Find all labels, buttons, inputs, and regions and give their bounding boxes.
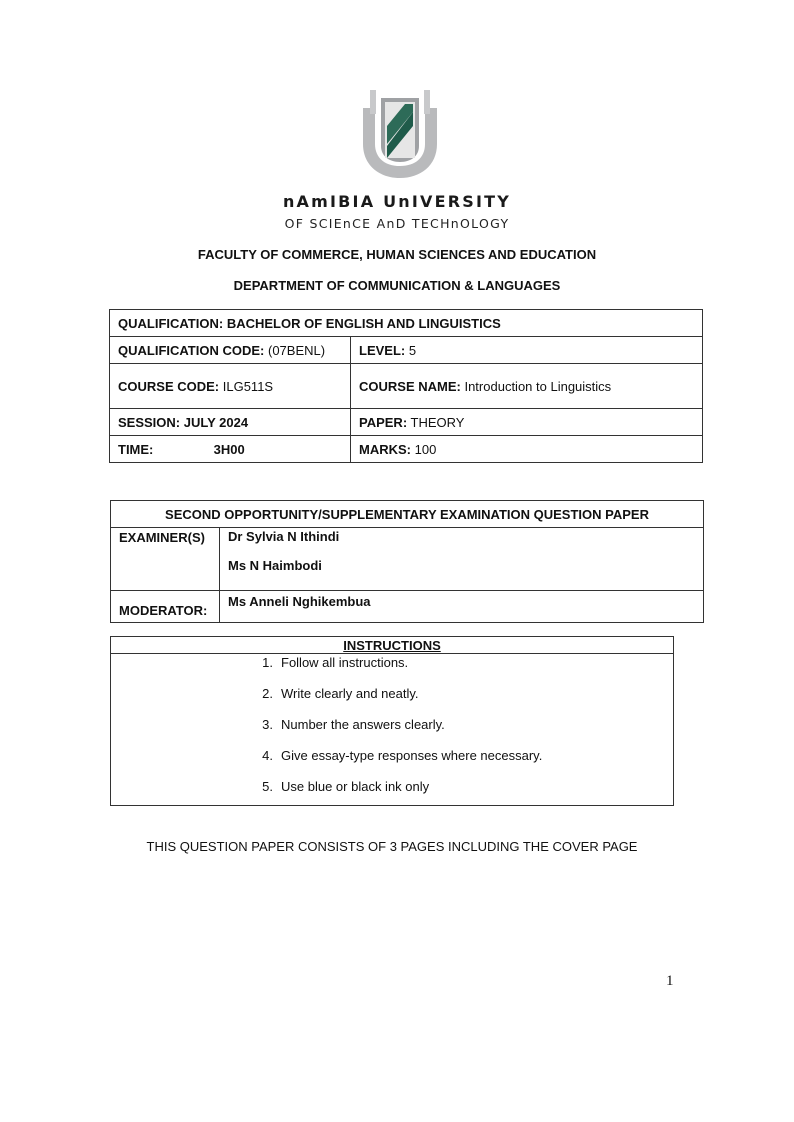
qualification-value: BACHELOR OF ENGLISH AND LINGUISTICS: [226, 315, 501, 331]
course-name-cell: [351, 364, 703, 409]
level-value: 5: [408, 342, 417, 358]
paper-value: THEORY: [410, 414, 465, 430]
instructions-box: [110, 636, 674, 806]
instruction-text: Write clearly and neatly.: [281, 686, 419, 701]
instruction-text: Give essay-type responses where necessary.: [281, 748, 543, 763]
instruction-item: [251, 655, 542, 686]
instruction-number: 2.: [262, 686, 273, 701]
qualification-code-label: QUALIFICATION CODE:: [118, 342, 265, 358]
university-name: nAmIBIA UnIVERSITY: [282, 192, 512, 211]
course-code-label: COURSE CODE:: [118, 378, 220, 394]
instruction-text: Use blue or black ink only: [281, 779, 430, 794]
instruction-text: Number the answers clearly.: [281, 717, 445, 732]
instruction-item: [251, 748, 542, 779]
examiners-label: EXAMINER(S): [111, 528, 220, 591]
examiners-cell: [220, 528, 704, 591]
session-label: SESSION:: [118, 414, 181, 430]
instruction-number: 4.: [262, 748, 273, 763]
examiner-name: Ms N Haimbodi: [228, 558, 322, 573]
examiner-name: Dr Sylvia N Ithindi: [228, 529, 340, 544]
course-code-cell: [110, 364, 351, 409]
university-logo: [355, 86, 445, 181]
course-code-value: ILG511S: [222, 378, 274, 394]
instruction-number: 1.: [262, 655, 273, 670]
paper-label: PAPER:: [359, 414, 408, 430]
session-value: JULY 2024: [183, 414, 249, 430]
time-label: TIME:: [118, 441, 154, 457]
level-label: LEVEL:: [359, 342, 406, 358]
course-details-table: [109, 309, 703, 463]
course-name-value: Introduction to Linguistics: [464, 378, 612, 394]
qualification-code-value: (07BENL): [267, 342, 326, 358]
marks-value: 100: [414, 441, 437, 457]
course-name-label: COURSE NAME:: [359, 378, 461, 394]
level-cell: [351, 337, 703, 364]
instruction-text: Follow all instructions.: [281, 655, 409, 670]
time-cell: [110, 436, 351, 463]
moderator-label: MODERATOR:: [111, 591, 220, 623]
page-number: 1: [666, 973, 674, 989]
qualification-label: QUALIFICATION:: [118, 315, 224, 331]
university-subtitle: OF SCIEnCE AnD TECHnOLOGY: [284, 216, 510, 231]
instruction-item: [251, 717, 542, 748]
instruction-number: 5.: [262, 779, 273, 794]
moderator-name: Ms Anneli Nghikembua: [220, 591, 704, 623]
instructions-list: [251, 655, 542, 810]
exam-paper-title: SECOND OPPORTUNITY/SUPPLEMENTARY EXAMINATION QUESTION PAPER: [111, 501, 704, 528]
department-heading: DEPARTMENT OF COMMUNICATION & LANGUAGES: [233, 278, 561, 293]
session-cell: [110, 409, 351, 436]
qualification-cell: [110, 310, 703, 337]
qualification-code-cell: [110, 337, 351, 364]
marks-cell: [351, 436, 703, 463]
time-value: 3H00: [213, 441, 245, 457]
marks-label: MARKS:: [359, 441, 411, 457]
faculty-heading: FACULTY OF COMMERCE, HUMAN SCIENCES AND EDUCATION: [197, 247, 597, 262]
instructions-title: INSTRUCTIONS: [111, 637, 673, 654]
instruction-item: [251, 779, 542, 810]
instruction-item: [251, 686, 542, 717]
paper-cell: [351, 409, 703, 436]
page-count-note: THIS QUESTION PAPER CONSISTS OF 3 PAGES INCLUDING THE COVER PAGE: [146, 839, 638, 854]
examination-table: [110, 500, 704, 623]
instruction-number: 3.: [262, 717, 273, 732]
